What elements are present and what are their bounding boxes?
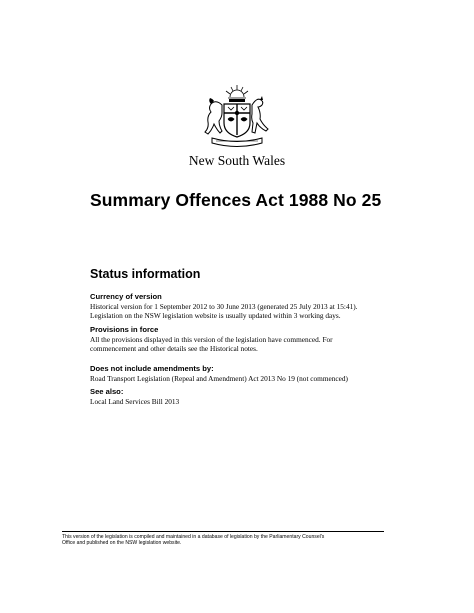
currency-of-version-heading: Currency of version xyxy=(90,292,162,301)
currency-line: Legislation on the NSW legislation website is usually updated within 3 working days. xyxy=(90,311,341,321)
provisions-in-force-text xyxy=(90,335,400,353)
see-also-line: Local Land Services Bill 2013 xyxy=(90,397,180,406)
provisions-line: commencement and other details see the Historical notes. xyxy=(90,344,258,354)
currency-of-version-text xyxy=(90,302,400,320)
amendments-text xyxy=(90,374,400,383)
currency-line: Historical version for 1 September 2012 to 30 June 2013 (generated 25 July 2013 at 15:41). xyxy=(90,302,358,311)
status-information-heading: Status information xyxy=(90,267,201,281)
amendments-heading: Does not include amendments by: xyxy=(90,364,214,373)
provisions-in-force-heading: Provisions in force xyxy=(90,325,159,334)
state-name: New South Wales xyxy=(188,153,286,168)
footer-line: This version of the legislation is compiled and maintained in a database of legislation by the Parliamentary Counsel's xyxy=(62,534,325,540)
footer-line: Office and published on the NSW legislation website. xyxy=(62,540,182,547)
amendments-line: Road Transport Legislation (Repeal and Amendment) Act 2013 No 19 (not commenced) xyxy=(90,374,348,383)
nsw-coat-of-arms-icon xyxy=(200,83,274,151)
document-title: Summary Offences Act 1988 No 25 xyxy=(90,190,382,210)
see-also-text xyxy=(90,397,400,406)
see-also-heading: See also: xyxy=(90,387,124,396)
footer-note xyxy=(62,534,392,547)
provisions-line: All the provisions displayed in this version of the legislation have commenced. For xyxy=(90,335,333,344)
footer-divider xyxy=(62,531,384,532)
